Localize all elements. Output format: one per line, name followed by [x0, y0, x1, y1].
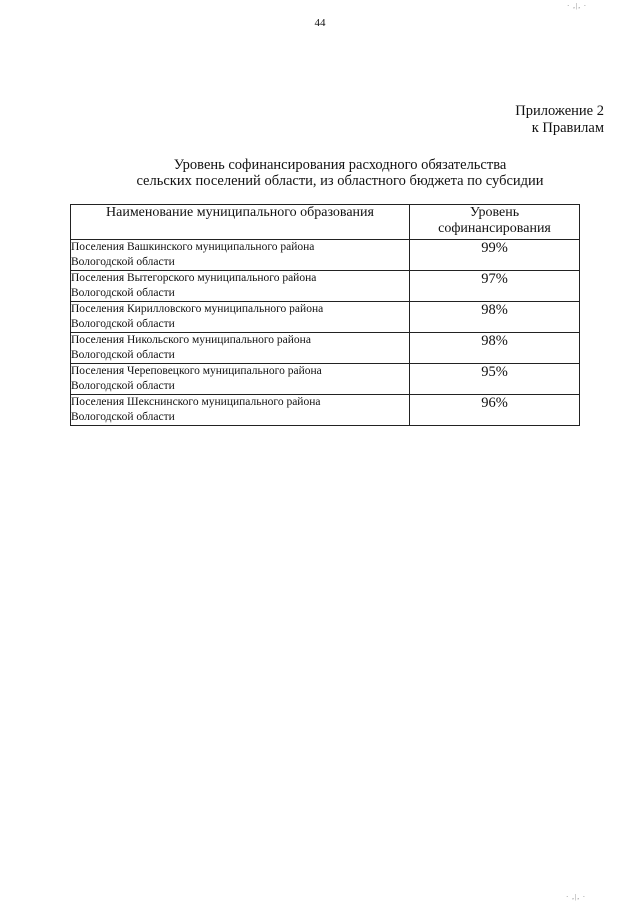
table-row [71, 333, 580, 364]
cofinancing-level-cell: 98% [410, 302, 580, 333]
cofinancing-level-cell: 98% [410, 333, 580, 364]
table-row [71, 364, 580, 395]
scan-mark-top-right: · ,|, · [567, 2, 588, 10]
municipality-name-line-1: Поселения Шекснинского муниципального района [71, 396, 321, 408]
cofinancing-level-cell: 97% [410, 271, 580, 302]
cofinancing-level-cell: 99% [410, 240, 580, 271]
table-row [71, 302, 580, 333]
table-row [71, 240, 580, 271]
table-header-row [71, 205, 580, 240]
header-level-line-2: софинансирования [438, 221, 551, 236]
appendix-reference [515, 103, 604, 137]
municipality-name-line-1: Поселения Никольского муниципального района [71, 334, 311, 346]
municipality-name-line-1: Поселения Вытегорского муниципального района [71, 272, 317, 284]
header-municipality-name: Наименование муниципального образования [71, 205, 410, 240]
municipality-name-line-2: Вологодской области [71, 380, 175, 392]
municipality-name-line-2: Вологодской области [71, 411, 175, 423]
scan-mark-bottom-right: · ,|, · [566, 893, 587, 901]
municipality-name-line-1: Поселения Вашкинского муниципального района [71, 241, 315, 253]
appendix-line-1: Приложение 2 [515, 103, 604, 119]
municipality-name-line-1: Поселения Череповецкого муниципального района [71, 365, 322, 377]
municipality-name-line-2: Вологодской области [71, 318, 175, 330]
municipality-name-cell [71, 395, 410, 426]
page-number: 44 [314, 17, 326, 29]
municipality-name-line-2: Вологодской области [71, 256, 175, 268]
table-row [71, 395, 580, 426]
cofinancing-table [70, 204, 580, 426]
municipality-name-cell [71, 364, 410, 395]
municipality-name-cell [71, 240, 410, 271]
header-level-line-1: Уровень [469, 205, 520, 220]
municipality-name-line-2: Вологодской области [71, 349, 175, 361]
municipality-name-cell [71, 333, 410, 364]
header-cofinancing-level [410, 205, 580, 240]
title-line-1: Уровень софинансирования расходного обязательства [173, 157, 507, 173]
municipality-name-cell [71, 271, 410, 302]
municipality-name-cell [71, 302, 410, 333]
title-line-2: сельских поселений области, из областного бюджета по субсидии [136, 173, 544, 189]
cofinancing-level-cell: 95% [410, 364, 580, 395]
municipality-name-line-1: Поселения Кирилловского муниципального района [71, 303, 324, 315]
document-title [0, 157, 640, 189]
appendix-line-2: к Правилам [531, 120, 604, 136]
municipality-name-line-2: Вологодской области [71, 287, 175, 299]
table-row [71, 271, 580, 302]
cofinancing-level-cell: 96% [410, 395, 580, 426]
